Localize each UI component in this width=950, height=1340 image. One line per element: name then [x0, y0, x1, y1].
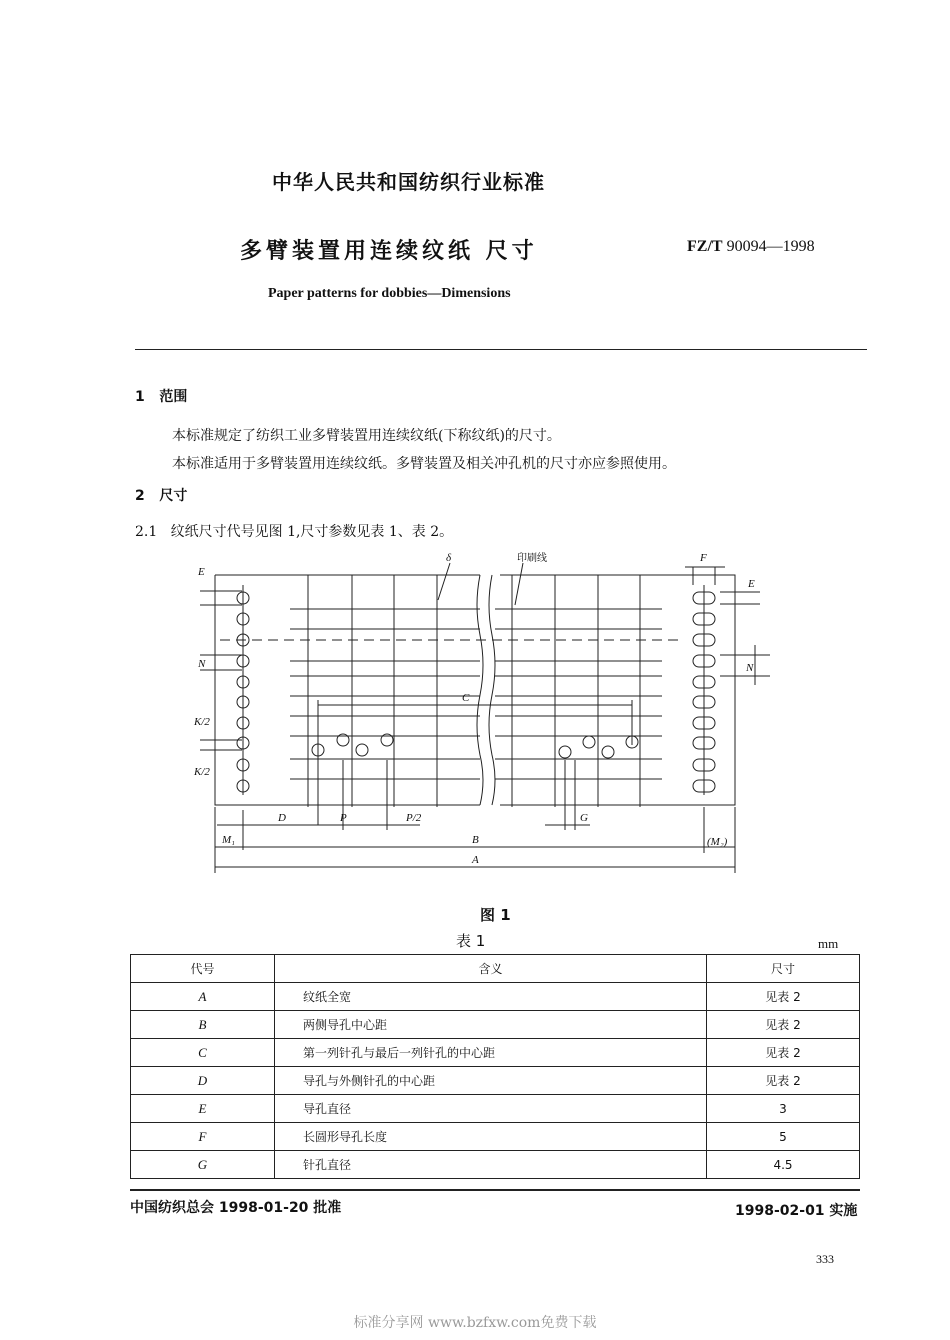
label-C: C [462, 692, 470, 704]
table-row [131, 1011, 860, 1039]
label-D: D [278, 812, 286, 824]
section-number: 1 [135, 389, 145, 405]
cell-code: G [131, 1151, 275, 1179]
standard-title-cn: 多臂装置用连续纹纸 尺寸 [240, 239, 538, 264]
right-guide-holes [693, 585, 715, 795]
cell-size: 见表 2 [707, 1039, 860, 1067]
watermark-text: 标准分享网 www.bzfxw.com免费下载 [353, 1315, 597, 1331]
figure-1-diagram [180, 545, 780, 880]
label-delta: δ [446, 552, 452, 564]
cell-code: A [131, 983, 275, 1011]
grid-vertical-lines [308, 575, 640, 807]
label-F: F [700, 552, 707, 564]
footer-rule [130, 1189, 860, 1191]
cell-meaning: 第一列针孔与最后一列针孔的中心距 [275, 1039, 707, 1067]
label-N-left: N [198, 658, 206, 670]
section-2-heading [135, 485, 187, 505]
label-N-right: N [746, 662, 754, 674]
label-M2: (M₂) [707, 836, 728, 848]
pin-holes [312, 734, 638, 758]
table-row [131, 983, 860, 1011]
label-E-left: E [198, 566, 205, 578]
cell-size: 5 [707, 1123, 860, 1151]
approval-date: 中国纺织总会 1998-01-20 批准 [130, 1200, 342, 1216]
section-1-paragraph-1: 本标准规定了纺织工业多臂装置用连续纹纸(下称纹纸)的尺寸。 [172, 428, 561, 444]
label-P: P [340, 812, 347, 824]
dimension-lines [200, 563, 770, 873]
subsection-2-1 [135, 521, 453, 541]
grid-horizontal-lines [290, 609, 662, 779]
cell-size: 4.5 [707, 1151, 860, 1179]
label-G: G [580, 812, 588, 824]
table-row [131, 1123, 860, 1151]
figure-caption: 图 1 [480, 906, 511, 924]
left-guide-holes [237, 585, 249, 795]
label-E-right: E [748, 578, 755, 590]
subsection-text: 纹纸尺寸代号见图 1,尺寸参数见表 1、表 2。 [170, 524, 454, 540]
header-rule [135, 349, 867, 350]
header-code: 代号 [131, 955, 275, 983]
section-title: 范围 [159, 389, 188, 405]
table-row [131, 1067, 860, 1095]
label-M1: M₁ [222, 834, 235, 846]
standard-number: 90094—1998 [726, 238, 815, 255]
issuing-organization: 中华人民共和国纺织行业标准 [272, 170, 545, 194]
header-meaning: 含义 [275, 955, 707, 983]
standard-prefix: FZ/T [687, 238, 723, 255]
section-title: 尺寸 [159, 488, 188, 504]
cell-size: 见表 2 [707, 1067, 860, 1095]
section-1-paragraph-2: 本标准适用于多臂装置用连续纹纸。多臂装置及相关冲孔机的尺寸亦应参照使用。 [172, 456, 676, 472]
cell-meaning: 两侧导孔中心距 [275, 1011, 707, 1039]
cell-code: E [131, 1095, 275, 1123]
effective-date: 1998-02-01 实施 [735, 1203, 858, 1219]
label-A: A [472, 854, 479, 866]
parameters-table [130, 954, 860, 1179]
page-number: 333 [816, 1252, 834, 1266]
cell-size: 3 [707, 1095, 860, 1123]
label-K2-lower: K/2 [194, 766, 210, 778]
break-line-right [489, 575, 495, 805]
cell-meaning: 长圆形导孔长度 [275, 1123, 707, 1151]
standard-title-en: Paper patterns for dobbies—Dimensions [268, 286, 511, 301]
table-caption: 表 1 [456, 932, 486, 950]
label-print-line: 印刷线 [517, 553, 547, 564]
label-K2-upper: K/2 [194, 716, 210, 728]
cell-meaning: 针孔直径 [275, 1151, 707, 1179]
table-row [131, 1151, 860, 1179]
cell-meaning: 导孔与外侧针孔的中心距 [275, 1067, 707, 1095]
subsection-number: 2.1 [135, 524, 158, 540]
header-size: 尺寸 [707, 955, 860, 983]
cell-code: B [131, 1011, 275, 1039]
cell-size: 见表 2 [707, 1011, 860, 1039]
cell-code: F [131, 1123, 275, 1151]
label-P2: P/2 [406, 812, 422, 824]
table-row [131, 1039, 860, 1067]
table-row [131, 1095, 860, 1123]
cell-meaning: 导孔直径 [275, 1095, 707, 1123]
section-number: 2 [135, 488, 145, 504]
label-B: B [472, 834, 479, 846]
table-unit: mm [818, 936, 839, 951]
standard-code [687, 238, 815, 256]
cell-code: D [131, 1067, 275, 1095]
section-1-heading [135, 386, 187, 406]
cell-size: 见表 2 [707, 983, 860, 1011]
table-header-row [131, 955, 860, 983]
cell-meaning: 纹纸全宽 [275, 983, 707, 1011]
cell-code: C [131, 1039, 275, 1067]
